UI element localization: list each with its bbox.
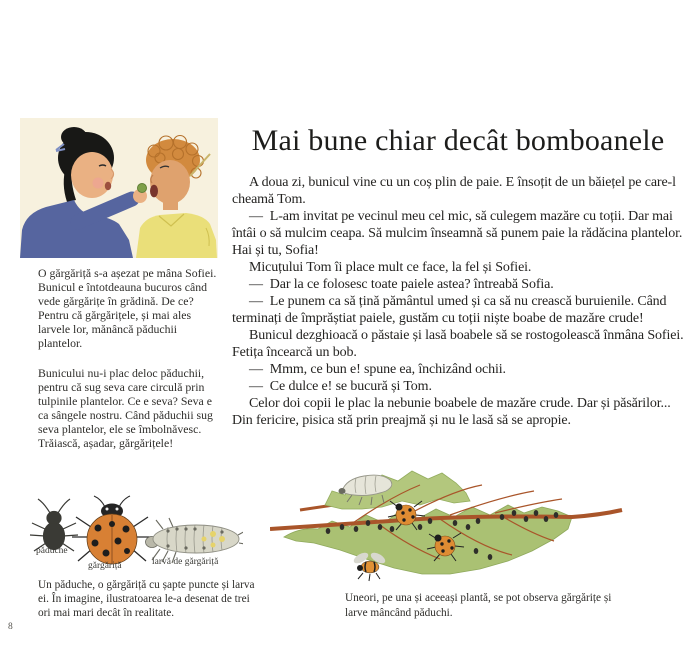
- boy-face: [150, 160, 190, 204]
- story-paragraph: Celor doi copii le plac la nebunie boabele de mazăre crude. Dar și păsărilor... Din fericire, pisica stă prin preajmă și nu le lasă să se apropie.: [232, 396, 671, 428]
- story-text: [232, 174, 688, 429]
- ladybug-label: gărgăriță: [88, 561, 122, 571]
- aphid-label: păduche: [36, 546, 68, 556]
- girl-cheek: [93, 178, 104, 189]
- sidebar-note-ladybug: O gărgăriță s-a așezat pe mâna Sofiei. Bunicul e întotdeauna bucuros când vede gărgărițe în grădină. De ce? Pentru că gărgărițele, și mai ales larvele lor, mănâncă păduchii plantelor.: [38, 266, 217, 350]
- leaf-illustration: [270, 455, 635, 590]
- story-paragraph: Micuțului Tom îi place mult ce face, la fel și Sofiei.: [249, 260, 532, 275]
- leaf-caption: Uneori, pe una și aceeași plantă, se pot observa gărgărițe și larve mâncând păduchi.: [345, 592, 612, 619]
- page-number: 8: [8, 622, 13, 632]
- diagram-caption: Un păduche, o gărgăriță cu șapte puncte și larva ei. În imagine, ilustratoarea le-a desenat de trei ori mai mari decât în realitate.: [38, 579, 255, 619]
- story-paragraph: — L-am invitat pe vecinul meu cel mic, să culegem mazăre cu toții. Dar mai întâi o să mulcim ceapa. Să mulcim înseamnă să punem paie la rădăcina plantelor. Hai și tu, Sofia!: [232, 209, 683, 258]
- boy-mouth-open: [150, 185, 158, 198]
- pea: [138, 184, 147, 193]
- sidebar-note-aphids: Bunicului nu-i plac deloc păduchii, pentru că sug seva care circulă prin tulpinile plantelor. Ce e seva? Seva e ca sângele nostru. Când păduchii sug seva plantelor, ele se îmbolnăvesc. Trăiască, așadar, gărgărițele!: [38, 366, 213, 450]
- story-paragraph: Bunicul dezghioacă o păstaie și lasă boabele să se rostogolească înmâna Sofiei. Fetița încearcă un bob.: [232, 328, 684, 360]
- story-paragraph: A doua zi, bunicul vine cu un coș plin de paie. E însoțit de un băiețel pe care-l cheamă Tom.: [232, 175, 676, 207]
- boy-shirt: [136, 213, 217, 258]
- story-paragraph: — Mmm, ce bun e! spune ea, închizând ochii.: [249, 362, 506, 377]
- girl-mouth: [105, 182, 111, 190]
- story-paragraph: — Dar la ce folosesc toate paiele astea? întreabă Sofia.: [249, 277, 554, 292]
- page-title: Mai bune chiar decât bomboanele: [251, 124, 665, 157]
- girl-face: [71, 152, 113, 198]
- larva-label: larvă de gărgăriță: [152, 557, 219, 567]
- hair-bun: [61, 127, 87, 147]
- story-paragraph: — Le punem ca să țină pământul umed și ca să nu crească buruienile. Când terminați de împrăștiat paiele, gustăm cu toții niște boabe de mazăre crude!: [232, 294, 667, 326]
- aphid-drawing: [30, 499, 78, 551]
- children-illustration: [20, 118, 218, 258]
- ladybug-drawing: [72, 496, 152, 564]
- story-paragraph: — Ce dulce e! se bucură și Tom.: [249, 379, 432, 394]
